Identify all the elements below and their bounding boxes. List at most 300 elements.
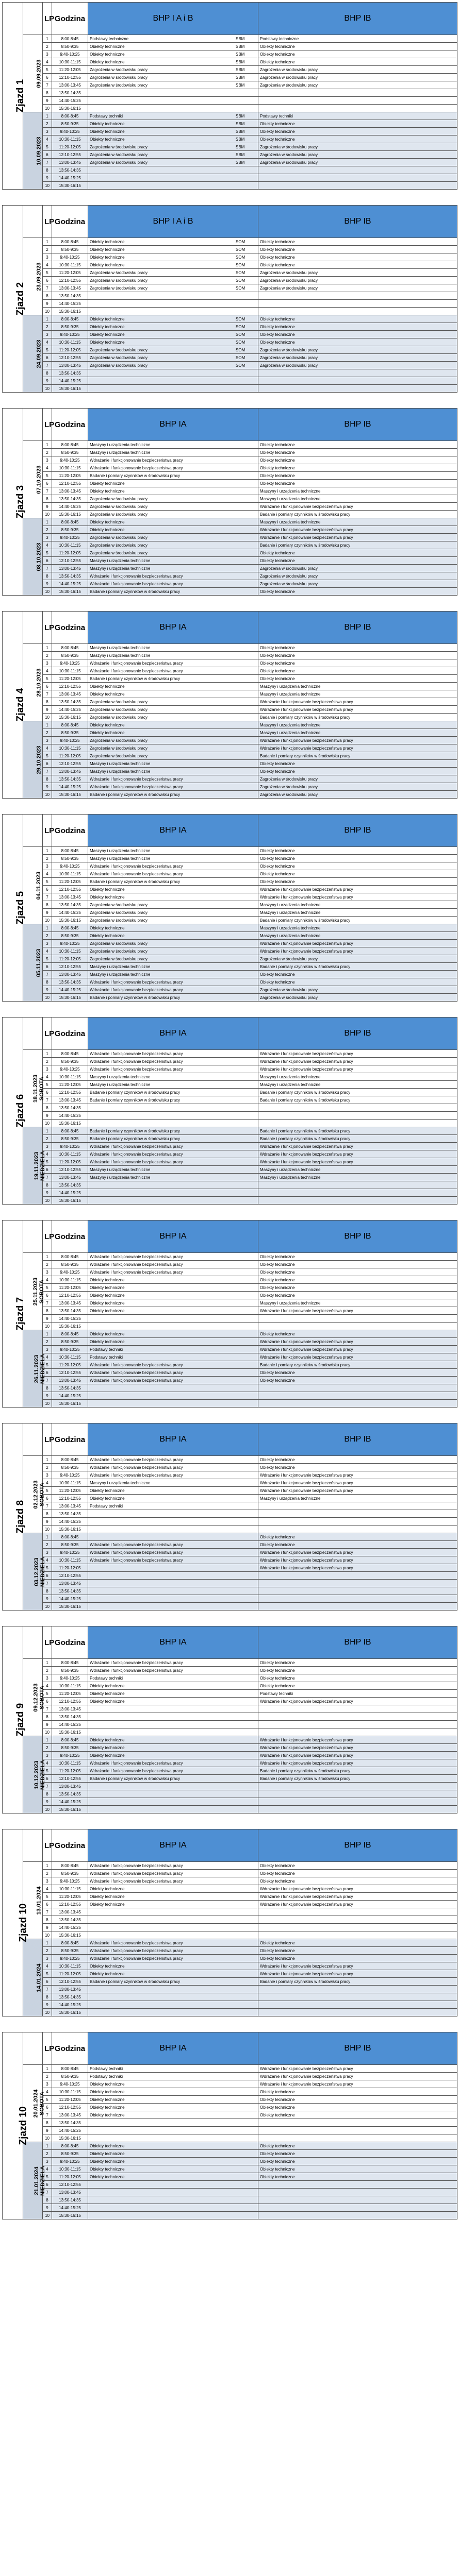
lesson-time: 15:30-16:15 bbox=[52, 2134, 88, 2142]
lesson-time: 15:30-16:15 bbox=[52, 1323, 88, 1330]
lesson-number: 3 bbox=[43, 1268, 52, 1276]
subject-group-a bbox=[88, 549, 258, 557]
lesson-number: 5 bbox=[43, 143, 52, 151]
header-godzina: Godzina bbox=[52, 1221, 88, 1253]
subject-group-a bbox=[88, 947, 258, 955]
table-row bbox=[3, 74, 457, 81]
subject-group-b: Wdrażanie i funkcjonowanie bezpieczeństwa pracy bbox=[258, 1487, 457, 1495]
table-row bbox=[3, 97, 457, 105]
subject-a-text: Obiekty techniczne bbox=[90, 1308, 125, 1313]
date-label bbox=[36, 1886, 42, 1914]
subject-a-text: Obiekty techniczne bbox=[90, 2174, 125, 2179]
subject-group-b: Obiekty techniczne bbox=[258, 480, 457, 487]
lesson-number: 1 bbox=[43, 441, 52, 449]
header-group-b: BHP IB bbox=[258, 612, 457, 644]
subject-group-b bbox=[258, 174, 457, 182]
table-row bbox=[3, 1674, 457, 1682]
subject-group-a bbox=[88, 2189, 258, 2196]
table-row bbox=[3, 775, 457, 783]
subject-group-a bbox=[88, 143, 258, 151]
instructor-code: SOM bbox=[236, 316, 245, 321]
date-text: 02.12.2023 bbox=[32, 1480, 39, 1509]
lesson-number: 3 bbox=[43, 1143, 52, 1150]
lesson-time: 13:00-13:45 bbox=[52, 1096, 88, 1104]
instructor-code: SOM bbox=[236, 262, 245, 267]
subject-a-text: Zagrożenia w środowisku pracy bbox=[90, 512, 148, 517]
table-row bbox=[3, 1120, 457, 1127]
lesson-time: 8:00-8:45 bbox=[52, 2065, 88, 2073]
subject-group-b: Wdrażanie i funkcjonowanie bezpieczeństwa pracy bbox=[258, 1143, 457, 1150]
subject-group-b bbox=[258, 1806, 457, 1814]
lesson-time: 8:50-9:35 bbox=[52, 1744, 88, 1752]
subject-group-a bbox=[88, 1564, 258, 1572]
table-row bbox=[3, 1978, 457, 1986]
subject-a-text: Zagrożenia w środowisku pracy bbox=[90, 902, 148, 907]
lesson-time: 12:10-12:55 bbox=[52, 963, 88, 971]
header-group-a: BHP IA bbox=[88, 1829, 258, 1862]
lesson-number: 2 bbox=[43, 43, 52, 50]
subject-group-b: Obiekty techniczne bbox=[258, 870, 457, 878]
lesson-time: 14:40-15:25 bbox=[52, 706, 88, 714]
table-row bbox=[3, 503, 457, 511]
lesson-time: 8:50-9:35 bbox=[52, 729, 88, 737]
subject-group-a bbox=[88, 1400, 258, 1408]
subject-group-a bbox=[88, 182, 258, 190]
subject-group-a bbox=[88, 1986, 258, 1993]
header-group-b: BHP IB bbox=[258, 1626, 457, 1659]
lesson-time: 15:30-16:15 bbox=[52, 1526, 88, 1533]
table-row bbox=[3, 253, 457, 261]
subject-group-b: Badanie i pomiary czynników w środowisku pracy bbox=[258, 963, 457, 971]
lesson-time: 10:30-11:15 bbox=[52, 58, 88, 66]
subject-group-b: Wdrażanie i funkcjonowanie bezpieczeństwa pracy bbox=[258, 1962, 457, 1970]
subject-group-b: Obiekty techniczne bbox=[258, 1870, 457, 1877]
table-row bbox=[3, 1736, 457, 1744]
table-row bbox=[3, 644, 457, 652]
lesson-time: 9:40-10:25 bbox=[52, 659, 88, 667]
table-row bbox=[3, 1073, 457, 1081]
lesson-time: 8:50-9:35 bbox=[52, 1947, 88, 1955]
subject-group-a bbox=[88, 1456, 258, 1464]
header-lp: LP bbox=[43, 3, 52, 35]
date-text: 18.11.2023 bbox=[32, 1074, 39, 1103]
subject-group-b: Zagrożenia w środowisku pracy bbox=[258, 994, 457, 1002]
subject-group-b: Obiekty techniczne bbox=[258, 128, 457, 135]
subject-a-text: Obiekty techniczne bbox=[90, 894, 125, 900]
lesson-time: 12:10-12:55 bbox=[52, 2104, 88, 2111]
schedule-table bbox=[2, 1017, 457, 1205]
instructor-code: SBM bbox=[236, 129, 245, 134]
table-row bbox=[3, 1572, 457, 1580]
lesson-time: 11:20-12:05 bbox=[52, 1893, 88, 1901]
table-row bbox=[3, 862, 457, 870]
subject-a-text: Obiekty techniczne bbox=[90, 527, 125, 532]
header-date-blank bbox=[23, 815, 43, 847]
zjazd-block bbox=[2, 1626, 457, 1814]
subject-group-a bbox=[88, 1189, 258, 1197]
header-group-b: BHP IB bbox=[258, 1423, 457, 1456]
lesson-time: 12:10-12:55 bbox=[52, 1089, 88, 1096]
subject-group-b: Wdrażanie i funkcjonowanie bezpieczeństwa pracy bbox=[258, 1158, 457, 1166]
lesson-number: 2 bbox=[43, 1744, 52, 1752]
lesson-number: 7 bbox=[43, 362, 52, 369]
lesson-number: 3 bbox=[43, 456, 52, 464]
subject-group-b bbox=[258, 1798, 457, 1806]
subject-a-text: Zagrożenia w środowisku pracy bbox=[90, 699, 148, 704]
subject-group-b bbox=[258, 1993, 457, 2001]
header-row bbox=[3, 1626, 457, 1659]
lesson-time: 13:50-14:35 bbox=[52, 1587, 88, 1595]
table-row bbox=[3, 1713, 457, 1721]
lesson-number: 7 bbox=[43, 893, 52, 901]
subject-group-b: Wdrażanie i funkcjonowanie bezpieczeństwa pracy bbox=[258, 893, 457, 901]
lesson-time: 11:20-12:05 bbox=[52, 2096, 88, 2104]
subject-a-text: Obiekty techniczne bbox=[90, 332, 125, 337]
lesson-number: 1 bbox=[43, 1736, 52, 1744]
schedule-table bbox=[2, 408, 457, 596]
subject-group-b: Obiekty techniczne bbox=[258, 644, 457, 652]
table-row bbox=[3, 2189, 457, 2196]
lesson-number: 4 bbox=[43, 1682, 52, 1690]
subject-a-text: Zagrożenia w środowisku pracy bbox=[90, 918, 148, 923]
lesson-number: 4 bbox=[43, 1353, 52, 1361]
table-row bbox=[3, 1970, 457, 1978]
lesson-time: 15:30-16:15 bbox=[52, 2212, 88, 2219]
instructor-code: SBM bbox=[236, 113, 245, 118]
lesson-number: 1 bbox=[43, 2142, 52, 2150]
header-godzina: Godzina bbox=[52, 1018, 88, 1050]
date-label bbox=[33, 1683, 45, 1711]
subject-group-b bbox=[258, 385, 457, 393]
instructor-code: SBM bbox=[236, 82, 245, 88]
lesson-time: 13:50-14:35 bbox=[52, 292, 88, 300]
lesson-time: 11:20-12:05 bbox=[52, 66, 88, 74]
subject-group-b bbox=[258, 182, 457, 190]
subject-group-a bbox=[88, 909, 258, 917]
lesson-number: 4 bbox=[43, 2088, 52, 2096]
subject-a-text: Zagrożenia w środowisku pracy bbox=[90, 270, 148, 275]
date-label bbox=[34, 2165, 46, 2195]
subject-group-a bbox=[88, 534, 258, 541]
table-row bbox=[3, 2142, 457, 2150]
subject-group-b: Obiekty techniczne bbox=[258, 1261, 457, 1268]
lesson-time: 8:00-8:45 bbox=[52, 1736, 88, 1744]
date-text: 26.11.2023 bbox=[34, 1354, 40, 1383]
table-row bbox=[3, 1595, 457, 1603]
subject-a-text: Zagrożenia w środowisku pracy bbox=[90, 550, 148, 555]
lesson-time: 10:30-11:15 bbox=[52, 947, 88, 955]
subject-group-a bbox=[88, 2165, 258, 2173]
subject-group-b: Obiekty techniczne bbox=[258, 760, 457, 768]
lesson-number: 2 bbox=[43, 1464, 52, 1471]
instructor-code: SOM bbox=[236, 347, 245, 352]
lesson-number: 7 bbox=[43, 1174, 52, 1181]
subject-group-b: Wdrażanie i funkcjonowanie bezpieczeństwa pracy bbox=[258, 886, 457, 893]
date-label bbox=[33, 2089, 45, 2117]
instructor-code: SBM bbox=[236, 152, 245, 157]
table-row bbox=[3, 1877, 457, 1885]
subject-group-b: Zagrożenia w środowisku pracy bbox=[258, 74, 457, 81]
instructor-code: SBM bbox=[236, 160, 245, 165]
table-row bbox=[3, 1541, 457, 1549]
subject-a-text: Wdrażanie i funkcjonowanie bezpieczeństwa pracy bbox=[90, 1159, 183, 1164]
subject-a-text: Wdrażanie i funkcjonowanie bezpieczeństwa pracy bbox=[90, 1151, 183, 1157]
table-row bbox=[3, 449, 457, 456]
subject-group-a bbox=[88, 1667, 258, 1674]
weekday-text: NIEDZIELA bbox=[40, 1556, 46, 1587]
subject-group-a bbox=[88, 1361, 258, 1369]
lesson-time: 9:40-10:25 bbox=[52, 1471, 88, 1479]
lesson-number: 8 bbox=[43, 2196, 52, 2204]
subject-group-b: Obiekty techniczne bbox=[258, 2096, 457, 2104]
lesson-time: 11:20-12:05 bbox=[52, 1767, 88, 1775]
lesson-time: 10:30-11:15 bbox=[52, 2165, 88, 2173]
subject-group-a bbox=[88, 971, 258, 978]
lesson-time: 14:40-15:25 bbox=[52, 1392, 88, 1400]
subject-group-b: Wdrażanie i funkcjonowanie bezpieczeństwa pracy bbox=[258, 940, 457, 947]
subject-group-a bbox=[88, 1050, 258, 1058]
subject-group-b bbox=[258, 1713, 457, 1721]
subject-group-a bbox=[88, 1143, 258, 1150]
table-row bbox=[3, 464, 457, 472]
schedule-table bbox=[2, 2032, 457, 2219]
lesson-number: 8 bbox=[43, 166, 52, 174]
table-row bbox=[3, 277, 457, 284]
subject-a-text: Obiekty techniczne bbox=[90, 121, 125, 126]
lesson-number: 1 bbox=[43, 315, 52, 323]
weekday-text: SOBOTA bbox=[39, 1482, 45, 1506]
subject-group-b: Wdrażanie i funkcjonowanie bezpieczeństwa pracy bbox=[258, 1901, 457, 1908]
subject-a-text: Wdrażanie i funkcjonowanie bezpieczeństwa pracy bbox=[90, 863, 183, 869]
lesson-number: 10 bbox=[43, 1728, 52, 1736]
table-row bbox=[3, 1728, 457, 1736]
lesson-time: 10:30-11:15 bbox=[52, 1073, 88, 1081]
lesson-number: 7 bbox=[43, 2189, 52, 2196]
table-row bbox=[3, 706, 457, 714]
lesson-time: 14:40-15:25 bbox=[52, 300, 88, 308]
subject-group-a bbox=[88, 847, 258, 855]
table-row bbox=[3, 1993, 457, 2001]
subject-group-b bbox=[258, 2212, 457, 2219]
lesson-number: 6 bbox=[43, 2181, 52, 2189]
subject-group-a bbox=[88, 1993, 258, 2001]
date-cell bbox=[23, 2142, 46, 2219]
table-row bbox=[3, 2165, 457, 2173]
subject-a-text: Zagrożenia w środowisku pracy bbox=[90, 160, 148, 165]
lesson-number: 7 bbox=[43, 971, 52, 978]
subject-group-a bbox=[88, 1261, 258, 1268]
zjazd-label-cell bbox=[3, 3, 26, 190]
header-lp: LP bbox=[43, 612, 52, 644]
subject-a-text: Wdrażanie i funkcjonowanie bezpieczeństwa pracy bbox=[90, 1370, 183, 1375]
subject-group-b bbox=[258, 1112, 457, 1120]
table-row bbox=[3, 1502, 457, 1510]
table-row bbox=[3, 971, 457, 978]
table-row bbox=[3, 1767, 457, 1775]
subject-group-a bbox=[88, 449, 258, 456]
zjazd-label: Zjazd 1 bbox=[15, 79, 26, 113]
lesson-time: 10:30-11:15 bbox=[52, 1150, 88, 1158]
subject-group-b: Wdrażanie i funkcjonowanie bezpieczeństwa pracy bbox=[258, 1058, 457, 1065]
subject-group-a bbox=[88, 526, 258, 534]
lesson-number: 5 bbox=[43, 2096, 52, 2104]
zjazd-label-cell bbox=[3, 1018, 26, 1205]
lesson-time: 8:00-8:45 bbox=[52, 1330, 88, 1338]
subject-group-b: Zagrożenia w środowisku pracy bbox=[258, 775, 457, 783]
subject-group-a bbox=[88, 1947, 258, 1955]
lesson-time: 9:40-10:25 bbox=[52, 50, 88, 58]
subject-group-b: Wdrażanie i funkcjonowanie bezpieczeństwa pracy bbox=[258, 1970, 457, 1978]
header-date-blank bbox=[23, 2032, 43, 2065]
zjazd-block bbox=[2, 1829, 457, 2016]
subject-a-text: Maszyny i urządzenia techniczne bbox=[90, 972, 151, 977]
lesson-time: 8:00-8:45 bbox=[52, 721, 88, 729]
subject-group-b bbox=[258, 1924, 457, 1931]
header-date-blank bbox=[23, 206, 43, 238]
subject-group-b: Obiekty techniczne bbox=[258, 2088, 457, 2096]
lesson-number: 7 bbox=[43, 284, 52, 292]
subject-group-b bbox=[258, 1518, 457, 1526]
subject-group-a bbox=[88, 66, 258, 74]
subject-group-b: Maszyny i urządzenia techniczne bbox=[258, 721, 457, 729]
subject-a-text: Wdrażanie i funkcjonowanie bezpieczeństwa pracy bbox=[90, 784, 183, 789]
lesson-number: 9 bbox=[43, 1189, 52, 1197]
instructor-code: SBM bbox=[236, 121, 245, 126]
lesson-time: 8:00-8:45 bbox=[52, 1533, 88, 1541]
subject-group-a bbox=[88, 495, 258, 503]
lesson-time: 13:50-14:35 bbox=[52, 2119, 88, 2127]
lesson-time: 10:30-11:15 bbox=[52, 870, 88, 878]
lesson-number: 10 bbox=[43, 385, 52, 393]
table-row bbox=[3, 1806, 457, 1814]
subject-a-text: Obiekty techniczne bbox=[90, 684, 125, 689]
subject-group-a bbox=[88, 1713, 258, 1721]
subject-group-a bbox=[88, 1346, 258, 1353]
zjazd-label-cell bbox=[3, 612, 26, 799]
lesson-time: 11:20-12:05 bbox=[52, 675, 88, 683]
subject-a-text: Badanie i pomiary czynników w środowisku pracy bbox=[90, 473, 181, 478]
subject-group-a bbox=[88, 1744, 258, 1752]
table-row bbox=[3, 238, 457, 246]
table-row bbox=[3, 1377, 457, 1384]
subject-group-a bbox=[88, 994, 258, 1002]
lesson-time: 12:10-12:55 bbox=[52, 1166, 88, 1174]
subject-group-b: Zagrożenia w środowisku pracy bbox=[258, 565, 457, 572]
subject-group-b: Obiekty techniczne bbox=[258, 1369, 457, 1377]
subject-group-a bbox=[88, 331, 258, 338]
subject-group-a bbox=[88, 354, 258, 362]
subject-a-text: Badanie i pomiary czynników w środowisku pracy bbox=[90, 1776, 181, 1781]
header-group-b: BHP IB bbox=[258, 2032, 457, 2065]
table-row bbox=[3, 534, 457, 541]
lesson-number: 1 bbox=[43, 112, 52, 120]
subject-a-text: Maszyny i urządzenia techniczne bbox=[90, 558, 151, 563]
table-row bbox=[3, 2065, 457, 2073]
header-group-b: BHP IB bbox=[258, 815, 457, 847]
lesson-number: 8 bbox=[43, 698, 52, 706]
subject-group-b: Wdrażanie i funkcjonowanie bezpieczeństwa pracy bbox=[258, 1346, 457, 1353]
header-godzina: Godzina bbox=[52, 206, 88, 238]
lesson-number: 10 bbox=[43, 1806, 52, 1814]
lesson-number: 3 bbox=[43, 253, 52, 261]
date-text: 28.10.2023 bbox=[36, 668, 42, 697]
lesson-time: 10:30-11:15 bbox=[52, 667, 88, 675]
lesson-time: 11:20-12:05 bbox=[52, 472, 88, 480]
subject-group-a bbox=[88, 1065, 258, 1073]
subject-group-a bbox=[88, 1752, 258, 1759]
header-lp: LP bbox=[43, 1423, 52, 1456]
subject-group-b: Obiekty techniczne bbox=[258, 2142, 457, 2150]
subject-group-b: Obiekty techniczne bbox=[258, 441, 457, 449]
subject-group-b: Obiekty techniczne bbox=[258, 1955, 457, 1962]
table-row bbox=[3, 1783, 457, 1790]
subject-group-b bbox=[258, 166, 457, 174]
subject-group-a bbox=[88, 1353, 258, 1361]
lesson-time: 12:10-12:55 bbox=[52, 480, 88, 487]
table-row bbox=[3, 1986, 457, 1993]
subject-group-b bbox=[258, 1384, 457, 1392]
table-row bbox=[3, 1510, 457, 1518]
lesson-time: 12:10-12:55 bbox=[52, 354, 88, 362]
header-row bbox=[3, 1423, 457, 1456]
lesson-time: 13:50-14:35 bbox=[52, 369, 88, 377]
zjazd-label: Zjazd 10 bbox=[18, 1903, 29, 1942]
lesson-number: 1 bbox=[43, 35, 52, 43]
subject-group-a bbox=[88, 2073, 258, 2080]
subject-group-b: Wdrażanie i funkcjonowanie bezpieczeństwa pracy bbox=[258, 1353, 457, 1361]
subject-group-b bbox=[258, 300, 457, 308]
lesson-time: 10:30-11:15 bbox=[52, 1885, 88, 1893]
table-row bbox=[3, 1924, 457, 1931]
subject-a-text: Obiekty techniczne bbox=[90, 2166, 125, 2172]
table-row bbox=[3, 588, 457, 596]
schedule-table bbox=[2, 814, 457, 1002]
subject-group-a bbox=[88, 1526, 258, 1533]
lesson-time: 8:50-9:35 bbox=[52, 1058, 88, 1065]
subject-group-b: Wdrażanie i funkcjonowanie bezpieczeństwa pracy bbox=[258, 737, 457, 744]
subject-group-a bbox=[88, 2111, 258, 2119]
lesson-time: 13:00-13:45 bbox=[52, 1705, 88, 1713]
table-row bbox=[3, 1798, 457, 1806]
subject-group-b: Wdrażanie i funkcjonowanie bezpieczeństwa pracy bbox=[258, 1307, 457, 1315]
zjazd-label: Zjazd 7 bbox=[15, 1297, 26, 1331]
lesson-time: 8:00-8:45 bbox=[52, 112, 88, 120]
lesson-time: 12:10-12:55 bbox=[52, 760, 88, 768]
subject-group-b: Badanie i pomiary czynników w środowisku pracy bbox=[258, 714, 457, 721]
lesson-number: 5 bbox=[43, 269, 52, 277]
lesson-number: 9 bbox=[43, 2001, 52, 2009]
subject-group-b: Obiekty techniczne bbox=[258, 1667, 457, 1674]
subject-a-text: Zagrożenia w środowisku pracy bbox=[90, 363, 148, 368]
table-row bbox=[3, 292, 457, 300]
table-row bbox=[3, 315, 457, 323]
lesson-time: 9:40-10:25 bbox=[52, 2158, 88, 2165]
subject-group-a bbox=[88, 675, 258, 683]
lesson-number: 9 bbox=[43, 580, 52, 588]
lesson-number: 2 bbox=[43, 1870, 52, 1877]
lesson-time: 8:50-9:35 bbox=[52, 652, 88, 659]
table-row bbox=[3, 2158, 457, 2165]
subject-group-b: Wdrażanie i funkcjonowanie bezpieczeństwa pracy bbox=[258, 1471, 457, 1479]
date-text: 09.12.2023 bbox=[32, 1683, 39, 1712]
table-row bbox=[3, 580, 457, 588]
lesson-number: 3 bbox=[43, 534, 52, 541]
lesson-number: 4 bbox=[43, 338, 52, 346]
subject-group-a bbox=[88, 362, 258, 369]
subject-a-text: Wdrażanie i funkcjonowanie bezpieczeństwa pracy bbox=[90, 1871, 183, 1876]
subject-a-text: Obiekty techniczne bbox=[90, 730, 125, 735]
header-godzina: Godzina bbox=[52, 1626, 88, 1659]
